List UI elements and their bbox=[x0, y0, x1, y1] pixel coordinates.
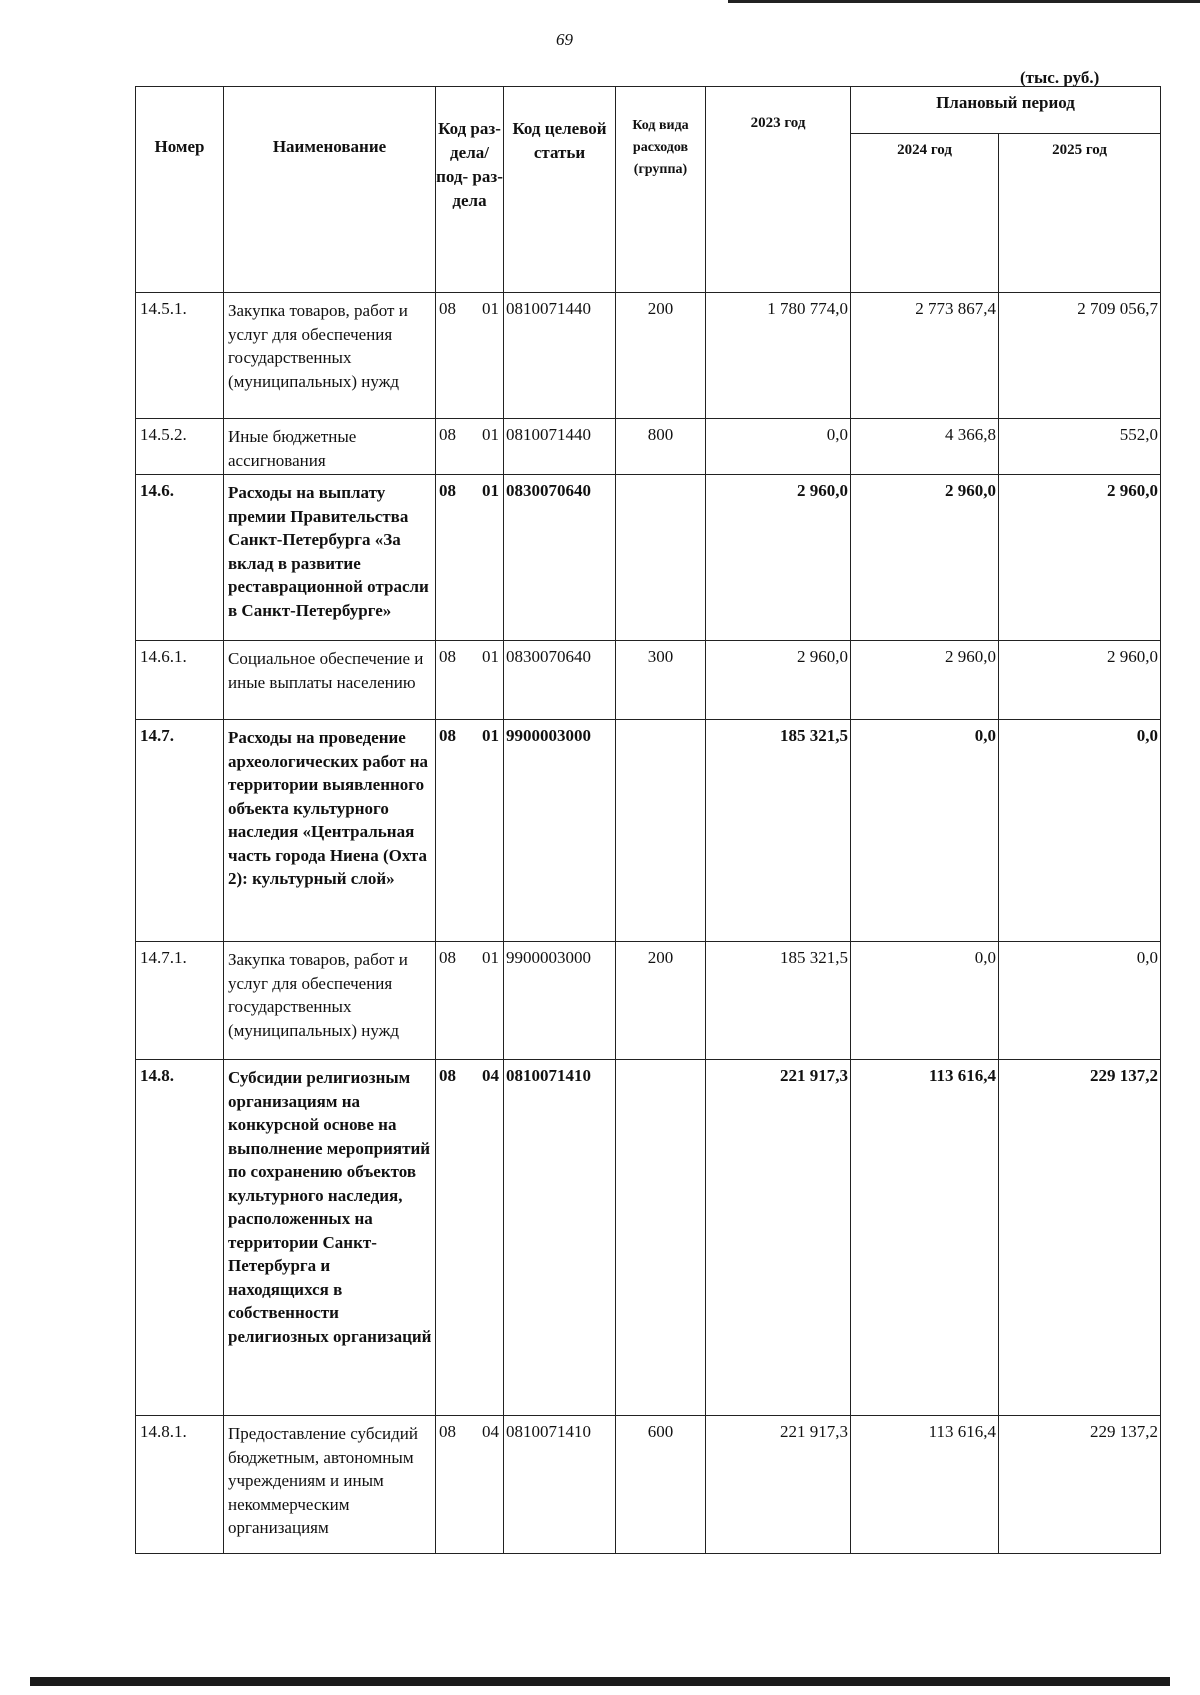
row-name: Иные бюджетные ассигнования bbox=[224, 419, 436, 475]
row-razdel: 08 bbox=[439, 481, 456, 500]
table-row bbox=[136, 475, 1161, 641]
units-label: (тыс. руб.) bbox=[1020, 68, 1100, 87]
row-target: 0830070640 bbox=[504, 641, 616, 720]
row-target: 0830070640 bbox=[504, 475, 616, 641]
budget-table bbox=[135, 86, 1161, 1554]
header-number: Номер bbox=[136, 87, 224, 293]
header-2024: 2024 год bbox=[851, 134, 999, 293]
row-razdel-cell bbox=[436, 641, 504, 720]
row-number: 14.5.1. bbox=[136, 293, 224, 419]
table-row bbox=[136, 1416, 1161, 1554]
row-2024: 0,0 bbox=[851, 720, 999, 942]
row-podrazdel: 04 bbox=[482, 1066, 499, 1085]
row-number: 14.6.1. bbox=[136, 641, 224, 720]
table-header bbox=[136, 87, 1161, 293]
header-name: Наименование bbox=[224, 87, 436, 293]
header-target: Код целевой статьи bbox=[504, 87, 616, 293]
row-name: Закупка товаров, работ и услуг для обеспечения государственных (муниципальных) нужд bbox=[224, 942, 436, 1060]
row-name: Социальное обеспечение и иные выплаты населению bbox=[224, 641, 436, 720]
header-2023: 2023 год bbox=[706, 87, 851, 293]
row-vid: 600 bbox=[616, 1416, 706, 1554]
row-target: 0810071440 bbox=[504, 419, 616, 475]
row-razdel-cell bbox=[436, 475, 504, 641]
row-2023: 0,0 bbox=[706, 419, 851, 475]
row-2023: 185 321,5 bbox=[706, 720, 851, 942]
table-row bbox=[136, 942, 1161, 1060]
row-vid: 800 bbox=[616, 419, 706, 475]
row-podrazdel: 01 bbox=[482, 425, 499, 444]
row-2025: 0,0 bbox=[999, 720, 1161, 942]
table-row bbox=[136, 720, 1161, 942]
row-number: 14.7. bbox=[136, 720, 224, 942]
table-row bbox=[136, 419, 1161, 475]
row-vid bbox=[616, 720, 706, 942]
row-razdel: 08 bbox=[439, 948, 456, 967]
row-razdel: 08 bbox=[439, 425, 456, 444]
row-target: 0810071440 bbox=[504, 293, 616, 419]
row-2024: 2 960,0 bbox=[851, 641, 999, 720]
row-vid bbox=[616, 1060, 706, 1416]
row-target: 0810071410 bbox=[504, 1060, 616, 1416]
top-rule bbox=[728, 0, 1200, 3]
row-2024: 2 960,0 bbox=[851, 475, 999, 641]
row-number: 14.8. bbox=[136, 1060, 224, 1416]
row-number: 14.7.1. bbox=[136, 942, 224, 1060]
row-target: 0810071410 bbox=[504, 1416, 616, 1554]
row-name: Расходы на проведение археологических работ на территории выявленного объекта культурного наследия «Центральная часть города Ниена (Охта 2): культурный слой» bbox=[224, 720, 436, 942]
row-razdel-cell bbox=[436, 1060, 504, 1416]
row-podrazdel: 01 bbox=[482, 299, 499, 318]
row-razdel: 08 bbox=[439, 299, 456, 318]
row-2025: 229 137,2 bbox=[999, 1416, 1161, 1554]
table-body bbox=[136, 293, 1161, 1554]
table-row bbox=[136, 641, 1161, 720]
row-2023: 2 960,0 bbox=[706, 641, 851, 720]
row-name: Предоставление субсидий бюджетным, автономным учреждениям и иным некоммерческим организациям bbox=[224, 1416, 436, 1554]
row-2024: 113 616,4 bbox=[851, 1060, 999, 1416]
row-vid: 200 bbox=[616, 942, 706, 1060]
row-razdel: 08 bbox=[439, 1066, 456, 1085]
row-2023: 2 960,0 bbox=[706, 475, 851, 641]
row-razdel: 08 bbox=[439, 647, 456, 666]
table-row bbox=[136, 1060, 1161, 1416]
row-podrazdel: 01 bbox=[482, 726, 499, 745]
row-name: Субсидии религиозным организациям на конкурсной основе на выполнение мероприятий по сохранению объектов культурного наследия, расположенных на территории Санкт-Петербурга и находящихся в собственности религиозных организаций bbox=[224, 1060, 436, 1416]
row-2023: 221 917,3 bbox=[706, 1060, 851, 1416]
table-row bbox=[136, 293, 1161, 419]
row-razdel-cell bbox=[436, 720, 504, 942]
row-razdel: 08 bbox=[439, 726, 456, 745]
row-name: Закупка товаров, работ и услуг для обеспечения государственных (муниципальных) нужд bbox=[224, 293, 436, 419]
header-2025: 2025 год bbox=[999, 134, 1161, 293]
row-vid bbox=[616, 475, 706, 641]
row-number: 14.8.1. bbox=[136, 1416, 224, 1554]
row-vid: 200 bbox=[616, 293, 706, 419]
row-razdel-cell bbox=[436, 419, 504, 475]
row-target: 9900003000 bbox=[504, 720, 616, 942]
row-2023: 1 780 774,0 bbox=[706, 293, 851, 419]
row-number: 14.6. bbox=[136, 475, 224, 641]
header-vid: Код вида расходов (группа) bbox=[616, 87, 706, 293]
row-2023: 221 917,3 bbox=[706, 1416, 851, 1554]
header-razdel: Код раз- дела/ под- раз- дела bbox=[436, 87, 504, 293]
row-number: 14.5.2. bbox=[136, 419, 224, 475]
row-podrazdel: 01 bbox=[482, 948, 499, 967]
row-2024: 4 366,8 bbox=[851, 419, 999, 475]
row-2024: 0,0 bbox=[851, 942, 999, 1060]
bottom-rule bbox=[30, 1677, 1170, 1686]
row-2024: 113 616,4 bbox=[851, 1416, 999, 1554]
row-2025: 552,0 bbox=[999, 419, 1161, 475]
row-razdel-cell bbox=[436, 942, 504, 1060]
row-2024: 2 773 867,4 bbox=[851, 293, 999, 419]
row-podrazdel: 01 bbox=[482, 647, 499, 666]
row-razdel-cell bbox=[436, 293, 504, 419]
row-razdel: 08 bbox=[439, 1422, 456, 1441]
row-vid: 300 bbox=[616, 641, 706, 720]
row-podrazdel: 04 bbox=[482, 1422, 499, 1441]
page-number: 69 bbox=[556, 30, 573, 49]
row-2025: 229 137,2 bbox=[999, 1060, 1161, 1416]
row-2025: 2 960,0 bbox=[999, 475, 1161, 641]
row-2025: 2 960,0 bbox=[999, 641, 1161, 720]
row-target: 9900003000 bbox=[504, 942, 616, 1060]
row-2025: 0,0 bbox=[999, 942, 1161, 1060]
row-razdel-cell bbox=[436, 1416, 504, 1554]
row-name: Расходы на выплату премии Правительства Санкт-Петербурга «За вклад в развитие реставрационной отрасли в Санкт-Петербурге» bbox=[224, 475, 436, 641]
row-podrazdel: 01 bbox=[482, 481, 499, 500]
header-plan-period: Плановый период bbox=[851, 87, 1161, 134]
row-2023: 185 321,5 bbox=[706, 942, 851, 1060]
row-2025: 2 709 056,7 bbox=[999, 293, 1161, 419]
